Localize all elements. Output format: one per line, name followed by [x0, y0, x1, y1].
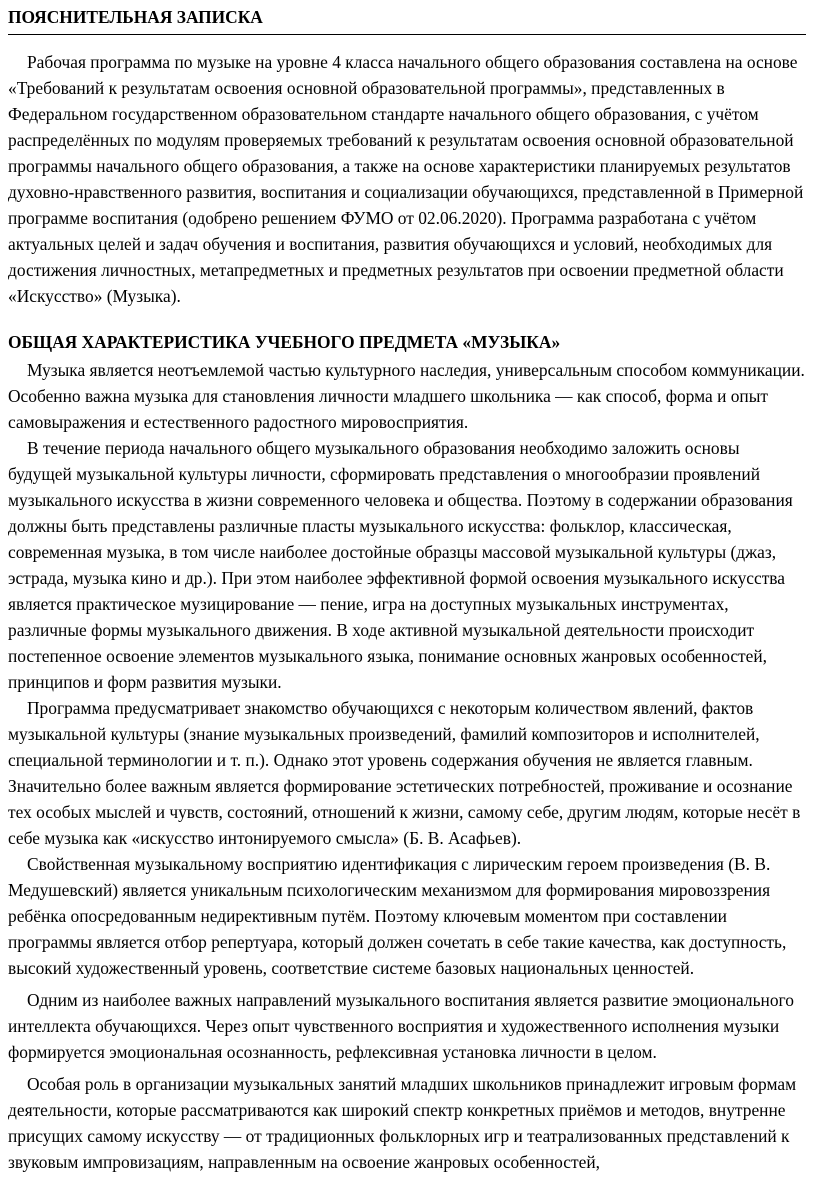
paragraph-game-forms: Особая роль в организации музыкальных занятий младших школьников принадлежит игровым формам деятельности, которые рассматриваются как широкий спектр конкретных приёмов и методов, внутренне присущих самому искусству — от традиционных фольклорных игр и театрализованных представлений к звуковым импровизациям, направленным на освоение жанровых особенностей,	[8, 1074, 797, 1172]
paragraph-music-heritage: Музыка является неотъемлемой частью культурного наследия, универсальным способом коммуникации. Особенно важна музыка для становления личности младшего школьника — как способ, форма и опыт самовыражения и естественного радостного мировосприятия.	[8, 360, 805, 432]
paragraph-music-culture: В течение периода начального общего музыкального образования необходимо заложить основы будущей музыкальной культуры личности, сформировать представления о многообразии проявлений музыкального искусства в жизни современного человека и общества. Поэтому в содержании образования должны быть представлены различные пласты музыкального искусства: фольклор, классическая, современная музыка, в том числе наиболее достойные образцы массовой музыкальной культуры (джаз, эстрада, музыка кино и др.). При этом наиболее эффективной формой освоения музыкального искусства является практическое музицирование — пение, игра на доступных музыкальных инструментах, различные формы музыкального движения. В ходе активной музыкальной деятельности происходит постепенное освоение элементов музыкального языка, понимание основных жанровых особенностей, принципов и форм развития музыки.	[8, 438, 793, 692]
paragraph-emotional-intellect: Одним из наиболее важных направлений музыкального воспитания является развитие эмоционального интеллекта обучающихся. Через опыт чувственного восприятия и художественного исполнения музыки формируется эмоциональная осознанность, рефлексивная установка личности в целом.	[8, 990, 794, 1062]
section-heading: ОБЩАЯ ХАРАКТЕРИСТИКА УЧЕБНОГО ПРЕДМЕТА «МУЗЫКА»	[8, 332, 561, 352]
paragraph-identification: Свойственная музыкальному восприятию идентификация с лирическим героем произведения (В. В. Медушевский) является уникальным психологическим механизмом для формирования мировоззрения ребёнка опосредованным недирективным путём. Поэтому ключевым моментом при составлении программы является отбор репертуара, который должен сочетать в себе такие качества, как доступность, высокий художественный уровень, соответствие системе базовых национальных ценностей.	[8, 854, 787, 978]
document-page	[8, 0, 806, 1175]
intro-paragraph: Рабочая программа по музыке на уровне 4 класса начального общего образования составлена на основе «Требований к результатам освоения основной образовательной программы», представленных в Федеральном государственном образовательном стандарте начального общего образования, с учётом распределённых по модулям проверяемых требований к результатам освоения основной образовательной программы начального общего образования, а также на основе характеристики планируемых результатов духовно-нравственного развития, воспитания и социализации обучающихся, представленной в Примерной программе воспитания (одобрено решением ФУМО от 02.06.2020). Программа разработана с учётом актуальных целей и задач обучения и воспитания, развития обучающихся и условий, необходимых для достижения личностных, метапредметных и предметных результатов при освоении предметной области «Искусство» (Музыка).	[8, 52, 804, 306]
document-title: ПОЯСНИТЕЛЬНАЯ ЗАПИСКА	[8, 6, 806, 35]
paragraph-program-facts: Программа предусматривает знакомство обучающихся с некоторым количеством явлений, фактов музыкальной культуры (знание музыкальных произведений, фамилий композиторов и исполнителей, специальной терминологии и т. п.). Однако этот уровень содержания обучения не является главным. Значительно более важным является формирование эстетических потребностей, проживание и осознание тех особых мыслей и чувств, состояний, отношений к жизни, самому себе, другим людям, которые несёт в себе музыка как «искусство интонируемого смысла» (Б. В. Асафьев).	[8, 698, 801, 848]
